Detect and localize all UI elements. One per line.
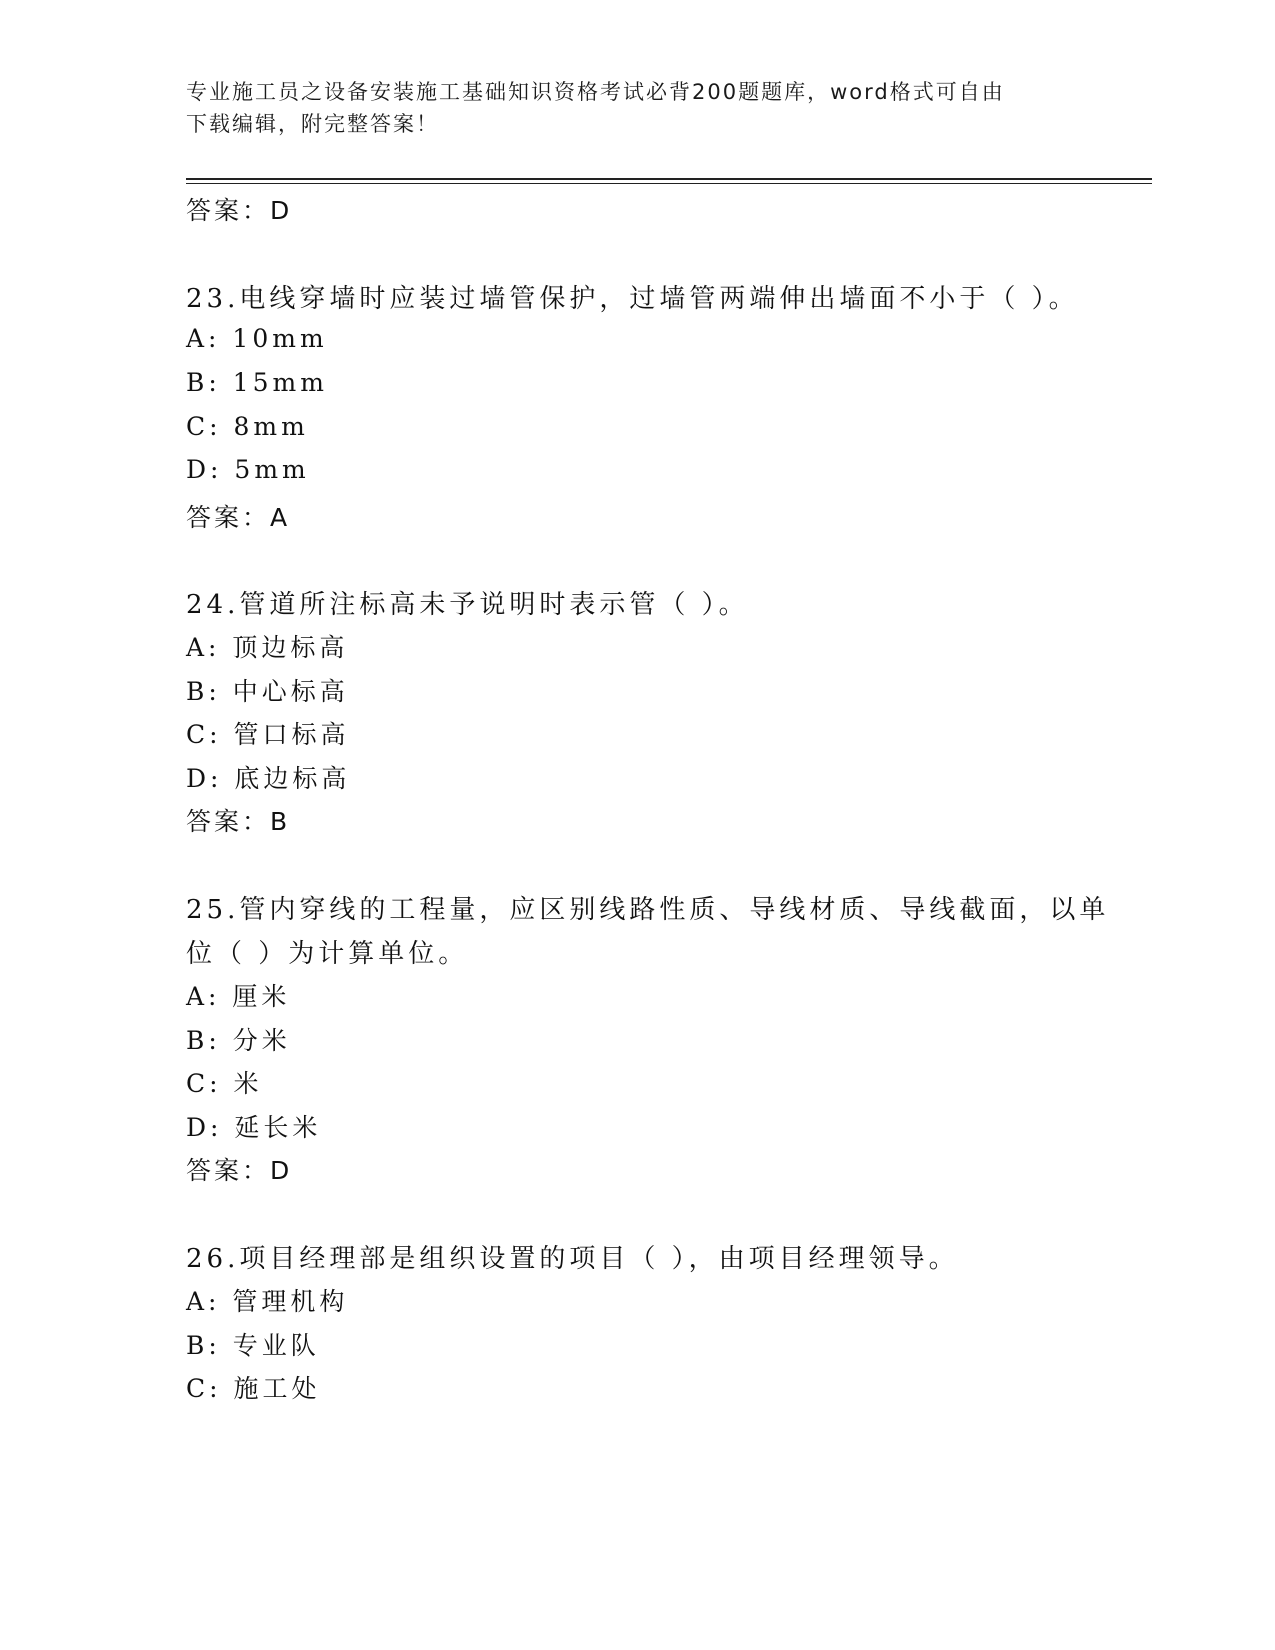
- question-25-option-a: A: 厘米: [186, 982, 291, 1011]
- answer-23: 答案：A: [186, 503, 291, 532]
- question-24-text: 24.管道所注标高未予说明时表示管（ ）。: [186, 590, 749, 620]
- answer-24: 答案：B: [186, 807, 291, 836]
- question-25-text-line-1: 25.管内穿线的工程量，应区别线路性质、导线材质、导线截面，以单: [186, 895, 1110, 925]
- question-25-option-d: D: 延长米: [186, 1113, 322, 1142]
- question-23-option-d: D: 5mm: [186, 455, 310, 484]
- question-26-option-b: B: 专业队: [186, 1331, 320, 1360]
- question-23-option-c: C: 8mm: [186, 412, 309, 441]
- header-line-2: 下载编辑，附完整答案！: [186, 112, 439, 136]
- header-divider-thin: [186, 183, 1152, 184]
- question-25-text-line-2: 位（ ）为计算单位。: [186, 939, 469, 969]
- header-line-1: 专业施工员之设备安装施工基础知识资格考试必背200题题库，word格式可自由: [186, 80, 1005, 104]
- question-26-text: 26.项目经理部是组织设置的项目（ ），由项目经理领导。: [186, 1244, 959, 1274]
- question-23-option-b: B: 15mm: [186, 368, 328, 397]
- question-23-option-a: A: 10mm: [186, 324, 328, 353]
- page-header: [186, 76, 1086, 140]
- question-24-option-d: D: 底边标高: [186, 764, 351, 793]
- question-26-option-a: A: 管理机构: [186, 1287, 349, 1316]
- question-24-option-b: B: 中心标高: [186, 677, 349, 706]
- question-25-option-c: C: 米: [186, 1069, 263, 1098]
- answer-22: 答案：D: [186, 196, 293, 225]
- question-25-option-b: B: 分米: [186, 1026, 291, 1055]
- question-24-option-a: A: 顶边标高: [186, 633, 349, 662]
- header-divider-thick: [186, 178, 1152, 180]
- question-24-option-c: C: 管口标高: [186, 720, 350, 749]
- question-23-text: 23.电线穿墙时应装过墙管保护，过墙管两端伸出墙面不小于（ ）。: [186, 284, 1079, 314]
- answer-25: 答案：D: [186, 1156, 293, 1185]
- question-26-option-c: C: 施工处: [186, 1374, 321, 1403]
